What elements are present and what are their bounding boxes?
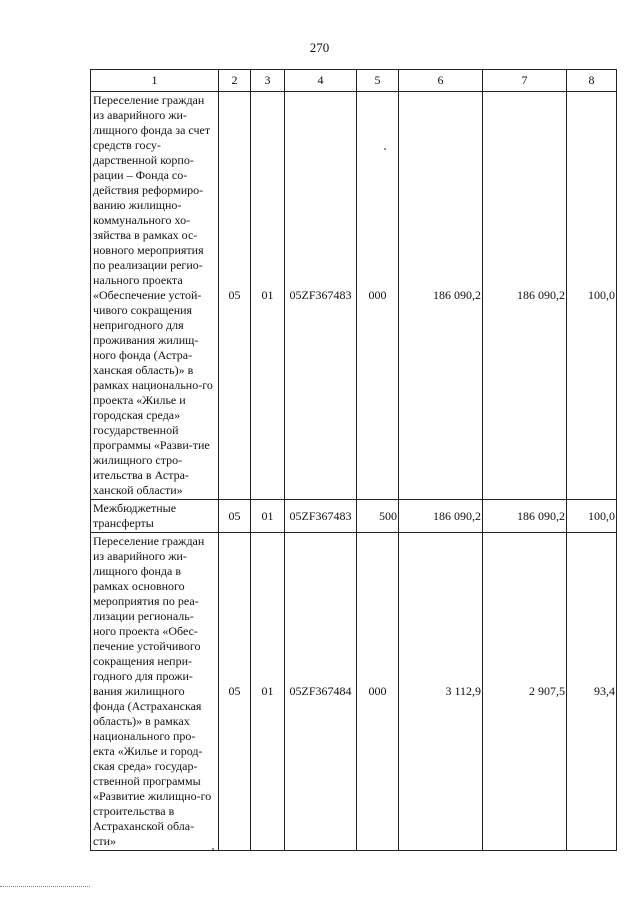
budget-table [90,69,617,851]
scan-edge-line [0,886,90,887]
row-planned-amount: 3 112,9 [399,533,483,851]
table-row [91,533,617,851]
header-cell-8: 8 [567,70,617,92]
scan-speck [384,148,386,150]
row-executed-amount: 2 907,5 [483,533,567,851]
header-cell-5: 5 [357,70,399,92]
row-executed-amount: 186 090,2 [483,92,567,500]
header-cell-4: 4 [285,70,357,92]
header-row [91,70,617,92]
row-executed-amount: 186 090,2 [483,500,567,533]
row-expense-type: 000 [357,92,399,500]
table-row [91,92,617,500]
row-description: Межбюджетные трансферты [91,500,219,533]
row-section: 05 [219,533,251,851]
row-description: Переселение граждан из аварийного жи-лищного фонда в рамках основного мероприятия по реа-лизации региональ-ного проекта «Обес-печение устойчивого сокращения непри-годного для прожи-вания жилищного фонда (Астраханская область)» в рамках национального про-екта «Жилье и город-ская среда» государ-ственной программы «Развитие жилищно-го строительства в Астраханской обла-сти» [91,533,219,851]
header-cell-1: 1 [91,70,219,92]
page-number: 270 [309,40,330,55]
row-description: Переселение граждан из аварийного жи-лищного фонда за счет средств госу-дарственной корпо-рации – Фонда со-действия реформиро-ванию жилищно-коммунального хо-зяйства в рамках ос-новного мероприятия по реализации регио-нального проекта «Обеспечение устой-чивого сокращения непригодного для проживания жилищ-ного фонда (Астра-ханская область)» в рамках национально-го проекта «Жилье и городская среда» государственной программы «Разви-тие жилищного стро-ительства в Астра-ханской области» [91,92,219,500]
row-subsection: 01 [251,92,285,500]
header-cell-3: 3 [251,70,285,92]
row-percent: 100,0 [567,92,617,500]
row-subsection: 01 [251,500,285,533]
header-cell-2: 2 [219,70,251,92]
header-cell-6: 6 [399,70,483,92]
row-section: 05 [219,500,251,533]
row-expense-type: 500 [357,500,399,533]
table-row [91,500,617,533]
row-planned-amount: 186 090,2 [399,500,483,533]
row-target-code: 05ZF367483 [285,92,357,500]
row-section: 05 [219,92,251,500]
row-subsection: 01 [251,533,285,851]
row-percent: 93,4 [567,533,617,851]
row-planned-amount: 186 090,2 [399,92,483,500]
row-percent: 100,0 [567,500,617,533]
scan-speck [212,848,214,850]
row-target-code: 05ZF367483 [285,500,357,533]
header-cell-7: 7 [483,70,567,92]
row-target-code: 05ZF367484 [285,533,357,851]
row-expense-type: 000 [357,533,399,851]
